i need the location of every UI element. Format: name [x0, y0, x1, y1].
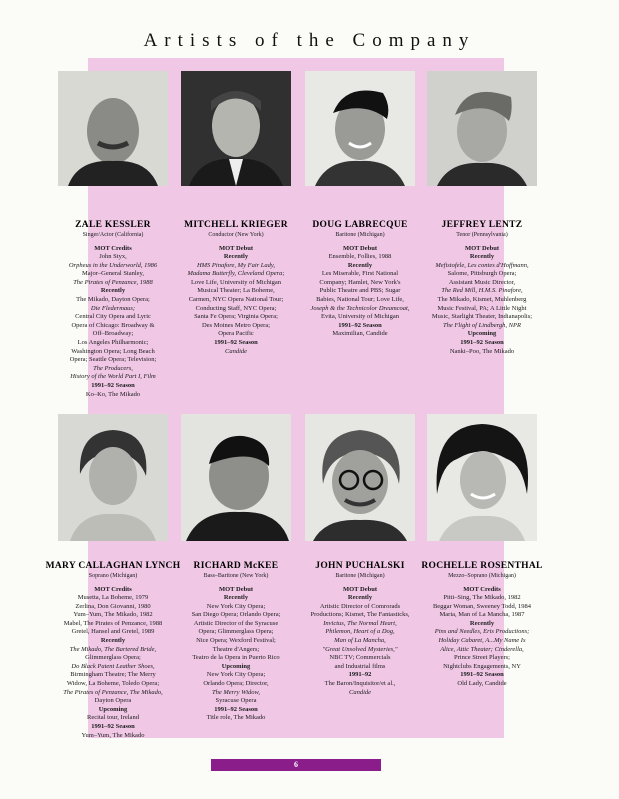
artist-bio	[168, 220, 304, 356]
artist-role: Mezzo–Soprano (Michigan)	[448, 572, 516, 579]
credit-line: The Baron/Inquisitor/et al.,	[324, 680, 396, 688]
credit-heading: 1991–92 Season	[460, 671, 504, 679]
artist-credits	[168, 586, 304, 724]
credit-line: Los Angeles Philharmonic;	[77, 339, 149, 347]
credit-line: The Red Mill, H.M.S. Pinafore,	[441, 287, 523, 295]
artist-name: DOUG LABRECQUE	[312, 220, 408, 230]
credit-line: and Industrial films	[334, 662, 386, 670]
artist-photo	[427, 71, 537, 186]
credit-line: Major–General Stanley,	[81, 270, 145, 278]
artist-bio	[414, 561, 550, 689]
artist-bio	[292, 561, 428, 697]
credit-line: Des Moines Metro Opera;	[201, 321, 271, 329]
credit-line: Maria, Man of La Mancha, 1987	[439, 611, 525, 619]
credit-heading: 1991–92 Season	[91, 382, 135, 389]
credit-line: Pitti–Sing, The Mikado, 1982	[443, 594, 521, 602]
credit-line: Yum–Yum, The Mikado	[81, 731, 145, 739]
credit-heading: 1991–92 Season	[91, 723, 135, 730]
credit-line: Nice Opera; Wexford Festival;	[196, 637, 276, 645]
credit-heading: Recently	[223, 253, 249, 261]
artist-photo	[427, 414, 537, 541]
credit-line: Santa Fe Opera; Virginia Opera;	[194, 313, 278, 321]
credit-line: Opera; Glimmerglass Opera;	[198, 628, 274, 636]
credit-line: Musical Theater; La Boheme,	[197, 287, 275, 295]
credit-line: The Mikado, Kismet, Muhlenberg	[437, 296, 527, 304]
credit-line: Birmingham Theatre; The Merry	[70, 671, 156, 679]
credit-heading: 1991–92 Season	[214, 339, 258, 347]
credit-line: Mabel, The Pirates of Penzance, 1988	[63, 619, 163, 627]
artist-bio	[292, 220, 428, 339]
credit-heading: Upcoming	[98, 705, 128, 713]
credit-heading: Upcoming	[221, 662, 251, 670]
credit-line: The Pirates of Penzance, The Mikado,	[63, 688, 163, 696]
credit-line: Invictus, The Normal Heart,	[323, 619, 397, 627]
credit-line: Pins and Needles, Eris Productions;	[434, 628, 530, 636]
page-title: Artists of the Company	[143, 30, 476, 51]
credit-line: Conducting Staff, NYC Opera;	[195, 304, 277, 312]
artist-role: Tenor (Pennsylvania)	[456, 231, 508, 238]
credit-line: Beggar Woman, Sweeney Todd, 1984	[432, 602, 532, 610]
credit-line: Candide	[348, 688, 372, 696]
artist-role: Singer/Actor (California)	[82, 231, 144, 238]
credit-heading: MOT Credits	[94, 244, 132, 252]
credit-line: NBC TV; Commercials	[329, 654, 391, 662]
credit-line: Love Life, University of Michigan	[190, 278, 282, 286]
credit-line: The Mikado, The Bartered Bride,	[69, 645, 157, 653]
credit-line: The Pirates of Penzance, 1988	[73, 278, 153, 286]
credit-line: San Diego Opera; Orlando Opera;	[191, 611, 281, 619]
credit-line: Holiday Cabaret, A...My Name Is	[438, 637, 526, 645]
credit-line: The Flight of Lindbergh, NPR	[443, 321, 521, 329]
artist-photo	[181, 414, 291, 541]
artist-bio	[414, 220, 550, 356]
page-number: 6	[211, 759, 381, 771]
artist-credits	[45, 586, 181, 741]
credit-line: Alice, Attic Theater; Cinderella,	[440, 645, 524, 653]
credit-line: Ensemble, Follies, 1988	[328, 253, 392, 261]
credit-line: Prince Street Players;	[454, 654, 510, 662]
credit-line: Candide	[224, 347, 248, 355]
credit-heading: 1991–92 Season	[214, 705, 258, 713]
credit-line: Glimmerglass Opera;	[85, 654, 141, 662]
credit-line: Babies, National Tour; Love Life,	[316, 296, 404, 304]
artist-role: Baritone (Michigan)	[335, 231, 385, 238]
artist-credits	[292, 586, 428, 698]
credit-line: Man of La Mancha,	[334, 637, 386, 645]
artist-credits	[414, 586, 550, 689]
credit-heading: MOT Debut	[342, 244, 377, 252]
credit-line: Public Theatre and PBS; Sugar	[319, 287, 401, 295]
credit-line: The Mikado, Dayton Opera;	[76, 296, 150, 304]
credit-line: Philemon, Heart of a Dog,	[325, 628, 395, 636]
artist-photo	[181, 71, 291, 186]
credit-heading: Recently	[100, 637, 126, 645]
credit-line: Music Festival, PA; A Little Night	[437, 304, 527, 312]
credit-line: Off–Broadway;	[92, 330, 134, 338]
artist-role: Bass–Baritone (New York)	[203, 572, 269, 579]
credit-line: Title role, The Mikado	[206, 714, 266, 722]
credit-line: Salome, Pittsburgh Opera;	[447, 270, 517, 278]
credit-line: Yum–Yum, The Mikado, 1982	[73, 611, 153, 619]
credit-line: Die Fledermaus;	[90, 304, 136, 312]
artist-name: JOHN PUCHALSKI	[315, 561, 405, 571]
credit-line: Teatro de la Opera in Puerto Rico	[192, 654, 280, 662]
artist-bio	[168, 561, 304, 723]
credit-line: Zerlina, Don Giovanni, 1980	[75, 602, 151, 610]
credit-line: Mefistofele, Les contes d'Hoffmann,	[435, 261, 529, 269]
credit-line: Musetta, La Boheme, 1979	[77, 594, 149, 602]
credit-heading: Upcoming	[467, 330, 497, 338]
credit-line: Nanki–Poo, The Mikado	[449, 347, 515, 355]
artist-name: MARY CALLAGHAN LYNCH	[45, 561, 181, 571]
artist-name: JEFFREY LENTZ	[441, 220, 523, 230]
credit-line: New York City Opera;	[206, 671, 266, 679]
credit-line: History of the World Part I, Film	[70, 373, 156, 381]
credit-line: Productions; Kismet, The Fantasticks,	[310, 611, 410, 619]
artist-credits	[292, 245, 428, 340]
credit-heading: Recently	[347, 594, 373, 602]
artist-credits	[414, 245, 550, 357]
credit-heading: Recently	[100, 287, 126, 295]
artist-name: ROCHELLE ROSENTHAL	[421, 561, 543, 571]
credit-line: John Styx,	[99, 253, 127, 261]
credit-line: Evita, University of Michigan	[321, 313, 399, 321]
credit-heading: MOT Debut	[464, 244, 499, 252]
artist-name: MITCHELL KRIEGER	[184, 220, 288, 230]
credit-line: Opera Pacific	[218, 330, 254, 338]
credit-line: Recital tour, Ireland	[87, 714, 139, 722]
artist-bio	[45, 561, 181, 740]
credit-heading: Recently	[469, 253, 495, 261]
credit-line: Assistant Music Director,	[448, 278, 516, 286]
credit-line: Nightclubs Engagements, NY	[443, 662, 521, 670]
artist-role: Conductor (New York)	[208, 231, 264, 238]
credit-line: Theatre d'Angers;	[212, 645, 260, 653]
credit-heading: MOT Credits	[94, 585, 132, 593]
credit-line: Artistic Director of Comrorads	[319, 602, 401, 610]
credit-heading: MOT Debut	[218, 585, 253, 593]
credit-line: Syracuse Opera	[215, 697, 257, 705]
credit-line: New York City Opera;	[206, 602, 266, 610]
artist-credits	[168, 245, 304, 357]
artist-bio	[45, 220, 181, 399]
credit-line: Widow, La Boheme, Toledo Opera;	[66, 680, 160, 688]
credit-line: "Great Unsolved Mysteries,"	[322, 645, 398, 653]
artist-role: Soprano (Michigan)	[88, 572, 138, 579]
credit-line: Gretel, Hansel and Gretel, 1989	[71, 628, 155, 636]
credit-heading: 1991–92 Season	[338, 321, 382, 329]
credit-line: Maximilian, Candide	[332, 330, 388, 338]
artist-credits	[45, 245, 181, 400]
credit-line: Madama Butterfly, Cleveland Opera;	[187, 270, 285, 278]
credit-heading: 1991–92 Season	[460, 339, 504, 347]
credit-line: Carmen, NYC Opera National Tour;	[188, 296, 284, 304]
credit-line: Central City Opera and Lyric	[75, 313, 151, 321]
artist-photo	[58, 71, 168, 186]
artist-photo	[305, 71, 415, 186]
credit-heading: MOT Debut	[342, 585, 377, 593]
credit-heading: MOT Debut	[218, 244, 253, 252]
credit-line: Artistic Director of the Syracuse	[193, 619, 279, 627]
credit-line: The Merry Widow,	[211, 688, 261, 696]
credit-line: Joseph & the Technicolor Dreamcoat,	[310, 304, 410, 312]
credit-line: The Producers,	[93, 364, 133, 372]
artist-role: Baritone (Michigan)	[335, 572, 385, 579]
credit-heading: 1991–92	[348, 671, 372, 679]
credit-line: Old Lady, Candide	[457, 680, 507, 688]
credit-line: Les Miserable, First National	[321, 270, 399, 278]
credit-line: Company; Hamlet, New York's	[319, 278, 401, 286]
credit-line: Orpheus in the Underworld, 1986	[68, 261, 158, 269]
credit-heading: MOT Credits	[463, 585, 501, 593]
artist-photo	[305, 414, 415, 541]
credit-heading: Recently	[223, 594, 249, 602]
credit-line: Opera; Seattle Opera; Television;	[69, 356, 157, 364]
credit-line: Ko–Ko, The Mikado	[85, 390, 141, 398]
credit-line: Washington Opera; Long Beach	[71, 347, 155, 355]
artist-name: ZALE KESSLER	[75, 220, 151, 230]
credit-line: Do Black Patent Leather Shoes,	[71, 662, 155, 670]
credit-heading: Recently	[347, 261, 373, 269]
credit-line: Dayton Opera	[94, 697, 132, 705]
credit-heading: Recently	[469, 619, 495, 627]
artist-photo	[58, 414, 168, 541]
credit-line: Opera of Chicago: Broadway &	[71, 321, 155, 329]
credit-line: Music, Starlight Theater, Indianapolis;	[431, 313, 533, 321]
artist-name: RICHARD McKEE	[193, 561, 279, 571]
credit-line: Orlando Opera; Director,	[203, 680, 269, 688]
credit-line: HMS Pinafore, My Fair Lady,	[196, 261, 276, 269]
